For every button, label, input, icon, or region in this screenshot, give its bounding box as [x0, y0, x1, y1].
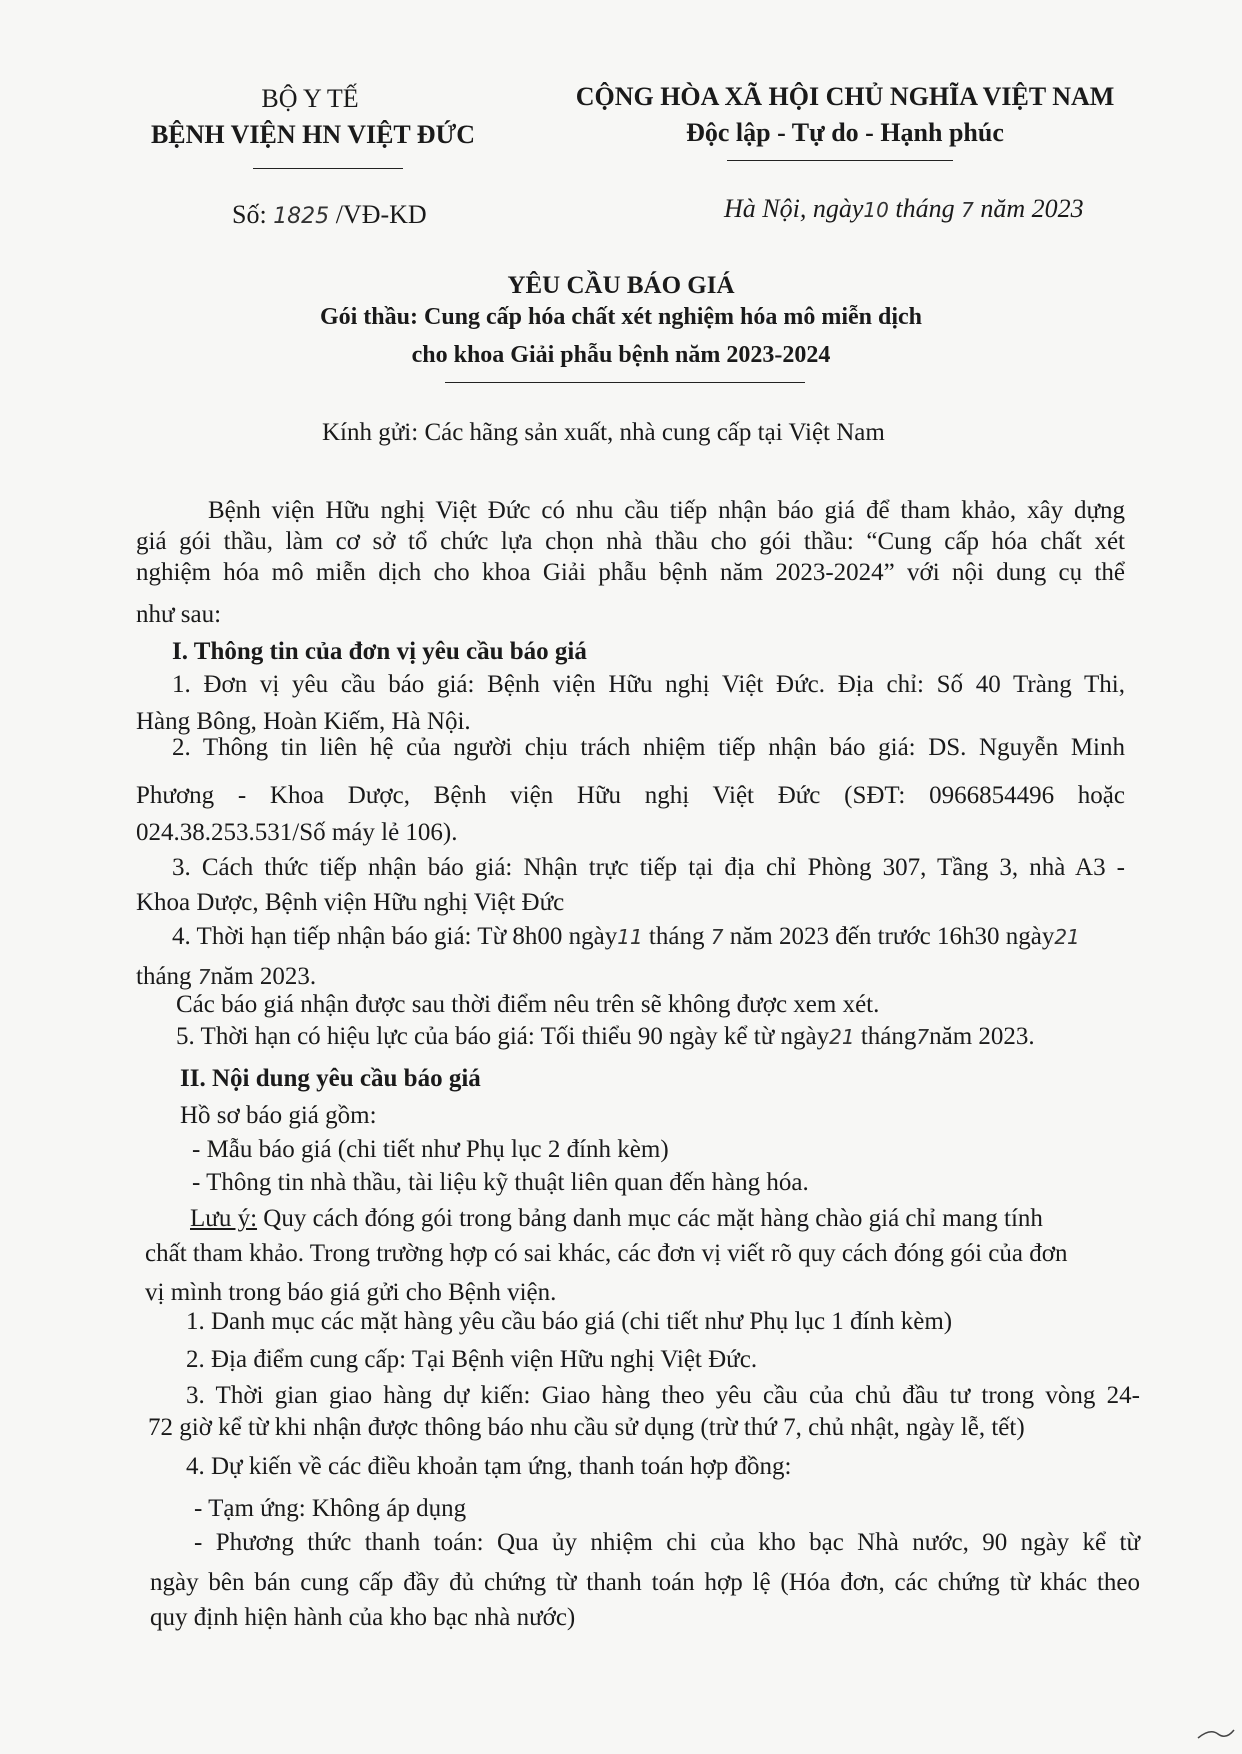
content-item-3-line-2: 72 giờ kể từ khi nhận được thông báo nhu cầu sử dụng (trừ thứ 7, chủ nhật, ngày lễ, tết) — [148, 1414, 1025, 1441]
validity-day-handwritten: 21 — [829, 1025, 855, 1049]
intro-line-2: giá gói thầu, làm cơ sở tổ chức lựa chọn nhà thầu cho gói thầu: “Cung cấp hóa chất xét — [136, 528, 1125, 555]
note-line-1: Lưu ý: Quy cách đóng gói trong bảng danh mục các mặt hàng chào giá chỉ mang tính — [190, 1205, 1043, 1232]
motto: Độc lập - Tự do - Hạnh phúc — [686, 118, 1004, 147]
date-month-handwritten: 7 — [961, 198, 974, 222]
item-5: 5. Thời hạn có hiệu lực của báo giá: Tối thiểu 90 ngày kể từ ngày21 tháng7năm 2023. — [176, 1023, 1035, 1050]
country-name: CỘNG HÒA XÃ HỘI CHỦ NGHĨA VIỆT NAM — [575, 82, 1115, 111]
ref-number-handwritten: 1825 — [273, 204, 330, 229]
subject-line-2: cho khoa Giải phẫu bệnh năm 2023-2024 — [411, 342, 831, 368]
document-date: Hà Nội, ngày10 tháng 7 năm 2023 — [724, 194, 1084, 223]
item-4-line-1: 4. Thời hạn tiếp nhận báo giá: Từ 8h00 ngày11 tháng 7 năm 2023 đến trước 16h30 ngày21 — [172, 923, 1080, 950]
section-2-heading: II. Nội dung yêu cầu báo giá — [180, 1065, 481, 1092]
subject-line-1: Gói thầu: Cung cấp hóa chất xét nghiệm hóa mô miễn dịch — [319, 304, 923, 330]
corner-mark-icon — [1196, 1720, 1236, 1744]
receive-end-month-handwritten: 7 — [197, 965, 211, 989]
title-underline — [445, 382, 805, 383]
intro-line-4: như sau: — [136, 601, 222, 628]
content-item-4: 4. Dự kiến về các điều khoản tạm ứng, thanh toán hợp đồng: — [186, 1453, 792, 1480]
dossier-bullet-1: - Mẫu báo giá (chi tiết như Phụ lục 2 đính kèm) — [192, 1136, 669, 1163]
content-item-1: 1. Danh mục các mặt hàng yêu cầu báo giá (chi tiết như Phụ lục 1 đính kèm) — [186, 1308, 953, 1335]
item-1-line-1: 1. Đơn vị yêu cầu báo giá: Bệnh viện Hữu nghị Việt Đức. Địa chỉ: Số 40 Tràng Thi, — [172, 671, 1125, 698]
section-1-heading: I. Thông tin của đơn vị yêu cầu báo giá — [172, 638, 587, 665]
item-3-line-2: Khoa Dược, Bệnh viện Hữu nghị Việt Đức — [136, 889, 565, 916]
note-line-2: chất tham khảo. Trong trường hợp có sai khác, các đơn vị viết rõ quy cách đóng gói của đơn — [145, 1240, 1068, 1267]
ref-prefix: Số: — [232, 200, 267, 229]
item-1-line-2: Hàng Bông, Hoàn Kiếm, Hà Nội. — [136, 708, 471, 735]
greeting: Kính gửi: Các hãng sản xuất, nhà cung cấp tại Việt Nam — [322, 419, 885, 446]
item-2-line-2: Phương - Khoa Dược, Bệnh viện Hữu nghị Việt Đức (SĐT: 0966854496 hoặc — [136, 782, 1125, 809]
payment-method-line-1: - Phương thức thanh toán: Qua ủy nhiệm chi của kho bạc Nhà nước, 90 ngày kể từ — [194, 1529, 1140, 1556]
ref-suffix: /VĐ-KD — [335, 200, 427, 229]
receive-start-month-handwritten: 7 — [710, 925, 724, 949]
receive-start-day-handwritten: 11 — [617, 925, 643, 949]
intro-line-3: nghiệm hóa mô miễn dịch cho khoa Giải phẫu bệnh năm 2023-2024” với nội dung cụ thể — [136, 559, 1125, 586]
note-label: Lưu ý: — [190, 1205, 258, 1232]
dossier-bullet-2: - Thông tin nhà thầu, tài liệu kỹ thuật liên quan đến hàng hóa. — [192, 1169, 809, 1196]
note-line-3: vị mình trong báo giá gửi cho Bệnh viện. — [145, 1279, 557, 1306]
item-2-line-3: 024.38.253.531/Số máy lẻ 106). — [136, 819, 458, 846]
hospital-underline — [253, 168, 403, 169]
item-2-line-1: 2. Thông tin liên hệ của người chịu trách nhiệm tiếp nhận báo giá: DS. Nguyễn Minh — [172, 734, 1125, 761]
item-3-line-1: 3. Cách thức tiếp nhận báo giá: Nhận trực tiếp tại địa chỉ Phòng 307, Tầng 3, nhà A3 - — [172, 854, 1125, 881]
payment-method-line-3: quy định hiện hành của kho bạc nhà nước) — [150, 1604, 576, 1631]
dossier-label: Hồ sơ báo giá gồm: — [180, 1102, 377, 1129]
advance-payment: - Tạm ứng: Không áp dụng — [194, 1495, 467, 1522]
payment-method-line-2: ngày bên bán cung cấp đầy đủ chứng từ thanh toán hợp lệ (Hóa đơn, các chứng từ khác theo — [150, 1569, 1140, 1596]
item-4-line-2: tháng 7năm 2023. — [136, 963, 317, 990]
receive-end-day-handwritten: 21 — [1054, 925, 1080, 949]
reference-number — [232, 200, 427, 230]
content-item-2: 2. Địa điểm cung cấp: Tại Bệnh viện Hữu nghị Việt Đức. — [186, 1346, 758, 1373]
document-title: YÊU CẦU BÁO GIÁ — [507, 272, 735, 299]
ministry-name: BỘ Y TẾ — [261, 84, 359, 113]
hospital-name: BỆNH VIỆN HN VIỆT ĐỨC — [150, 120, 476, 149]
content-item-3-line-1: 3. Thời gian giao hàng dự kiến: Giao hàng theo yêu cầu của chủ đầu tư trong vòng 24- — [186, 1382, 1140, 1409]
date-day-handwritten: 10 — [863, 198, 889, 222]
item-4-note: Các báo giá nhận được sau thời điểm nêu trên sẽ không được xem xét. — [176, 991, 880, 1018]
validity-month-handwritten: 7 — [916, 1025, 930, 1049]
motto-underline — [727, 160, 953, 161]
intro-line-1: Bệnh viện Hữu nghị Việt Đức có nhu cầu tiếp nhận báo giá để tham khảo, xây dựng — [208, 497, 1125, 524]
